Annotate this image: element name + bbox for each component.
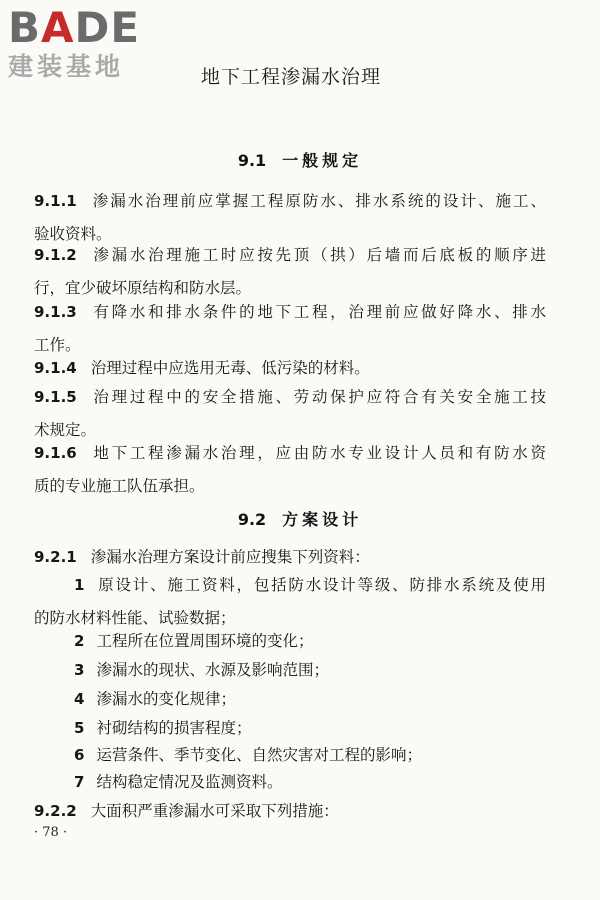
clause-text: 质的专业施工队伍承担。 (34, 477, 205, 495)
logo-subtitle: 建装基地 (8, 52, 125, 81)
section-title: 方案设计 (282, 510, 363, 529)
item-number: 1 (74, 576, 85, 594)
item-text: 结构稳定情况及监测资料。 (96, 773, 283, 791)
item-text: 原设计、施工资料，包括防水设计等级、防排水系统及使用 (96, 576, 546, 594)
item-text: 衬砌结构的损害程度； (96, 719, 252, 737)
section-number: 9.1 (237, 151, 267, 170)
clause-text: 验收资料。 (34, 225, 112, 243)
section-number: 9.2 (237, 510, 267, 529)
item-number: 4 (74, 690, 85, 708)
item-number: 6 (74, 746, 85, 764)
clause-number: 9.2.1 (34, 548, 77, 566)
clause-9-1-6 (34, 437, 546, 503)
clause-number: 9.2.2 (34, 802, 77, 820)
section-heading-9-2 (0, 509, 600, 531)
item-text: 的防水材料性能、试验数据； (34, 609, 236, 627)
clause-text: 大面积严重渗漏水可采取下列措施： (90, 802, 339, 820)
clause-text: 有降水和排水条件的地下工程，治理前应做好降水、排水 (90, 303, 546, 321)
clause-text: 治理过程中应选用无毒、低污染的材料。 (90, 359, 370, 377)
clause-text: 渗漏水治理施工时应按先顶（拱）后墙而后底板的顺序进 (90, 246, 546, 264)
clause-text: 工作。 (34, 336, 81, 354)
item-number: 2 (74, 632, 85, 650)
clause-number: 9.1.4 (34, 359, 77, 377)
logo-letters: E (110, 3, 141, 52)
clause-text: 治理过程中的安全措施、劳动保护应符合有关安全施工技 (90, 388, 546, 406)
clause-text: 地下工程渗漏水治理，应由防水专业设计人员和有防水资 (90, 444, 546, 462)
running-title: 地下工程渗漏水治理 (201, 66, 382, 88)
logo-letter-highlight: A (41, 3, 75, 52)
section-title: 一般规定 (282, 151, 363, 170)
watermark-logo (8, 3, 178, 82)
logo-letters: D (74, 3, 111, 52)
clause-text: 行，宜少破坏原结构和防水层。 (34, 279, 252, 297)
clause-number: 9.1.6 (34, 444, 77, 462)
item-text: 渗漏水的现状、水源及影响范围； (96, 661, 329, 679)
item-text: 运营条件、季节变化、自然灾害对工程的影响； (96, 746, 422, 764)
clause-number: 9.1.5 (34, 388, 77, 406)
item-number: 7 (74, 773, 85, 791)
clause-text: 渗漏水治理前应掌握工程原防水、排水系统的设计、施工、 (90, 192, 546, 210)
clause-text: 术规定。 (34, 421, 97, 439)
item-text: 渗漏水的变化规律； (96, 690, 236, 708)
clause-number: 9.1.3 (34, 303, 77, 321)
page-number: · 78 · (34, 825, 68, 840)
logo-letter: B (8, 3, 42, 52)
item-text: 工程所在位置周围环境的变化； (96, 632, 314, 650)
clause-number: 9.1.2 (34, 246, 77, 264)
logo-mark (8, 3, 178, 52)
item-number: 5 (74, 719, 85, 737)
clause-number: 9.1.1 (34, 192, 77, 210)
clause-9-2-2 (34, 795, 546, 828)
section-heading-9-1 (0, 150, 600, 172)
item-number: 3 (74, 661, 85, 679)
clause-text: 渗漏水治理方案设计前应搜集下列资料： (90, 548, 370, 566)
